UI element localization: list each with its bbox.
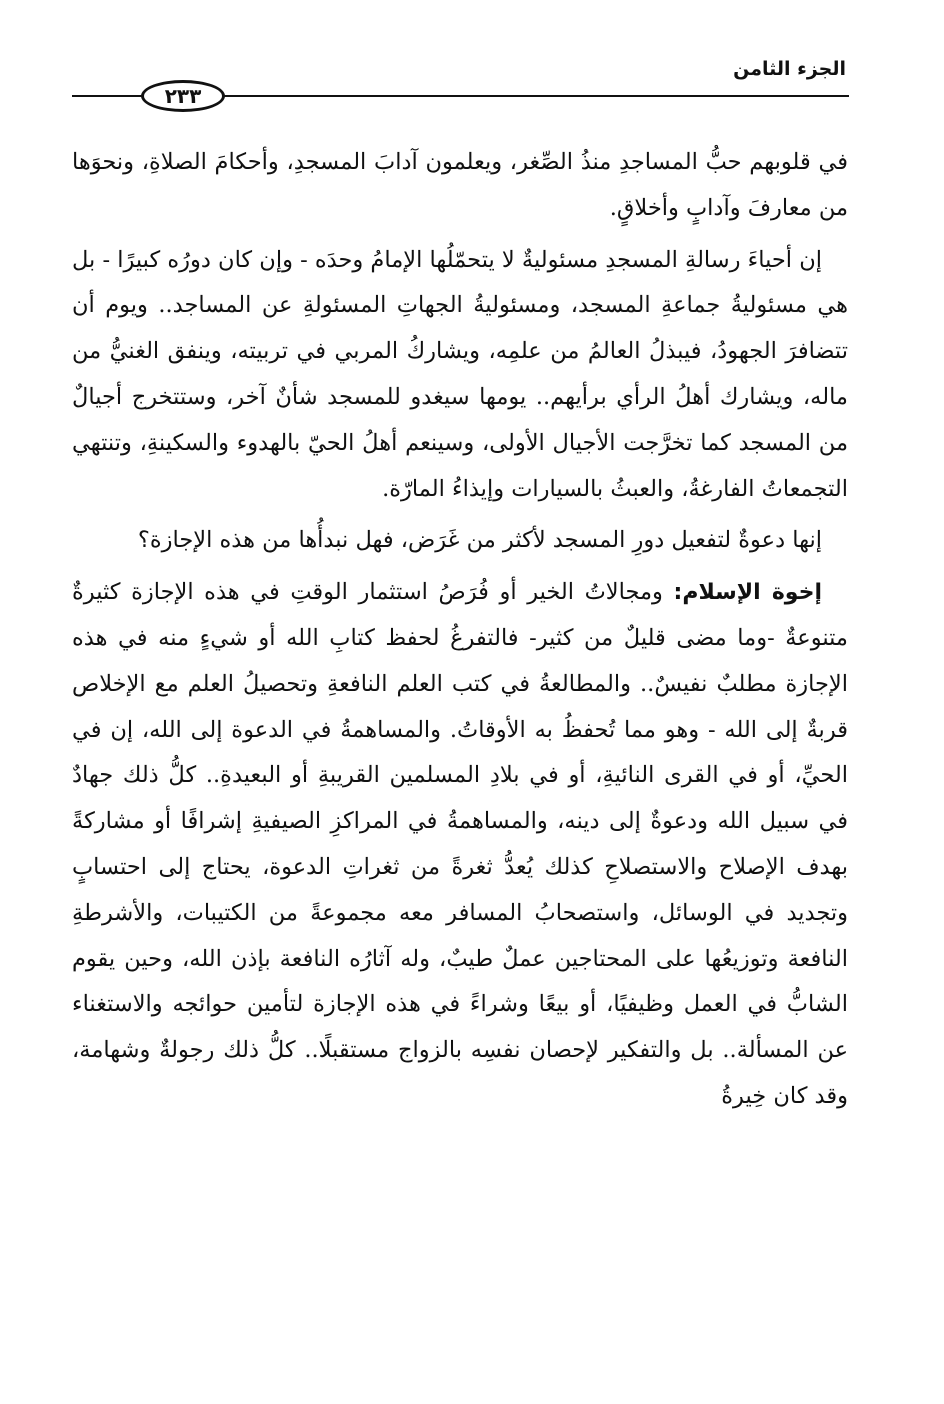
body-text xyxy=(72,140,848,1126)
paragraph-opportunities-text: ومجالاتُ الخير أو فُرَصُ استثمار الوقتِ في هذه الإجازة كثيرةٌ متنوعةٌ -وما مضى قليلٌ من كثير- فالتفرغُ لحفظ كتابِ الله أو شيءٍ منه في هذه الإجازة مطلبٌ نفيسٌ.. والمطالعةُ في كتب العلم النافعةِ وتحصيلُ العلم مع الإخلاص قربةٌ إلى الله - وهو مما تُحفظُ به الأوقاتُ. والمساهمةُ في الدعوة إلى الله، إن في الحيِّ، أو في القرى النائيةِ، أو في بلادِ المسلمين القريبةِ أو البعيدةِ.. كلُّ ذلك جهادٌ في سبيل الله ودعوةٌ إلى دينه، والمساهمةُ في المراكزِ الصيفيةِ إشرافًا أو مشاركةً بهدف الإصلاح والاستصلاحِ كذلك يُعدُّ ثغرةً من ثغراتِ الدعوة، يحتاج إلى احتسابٍ وتجديد في الوسائل، واستصحابُ المسافر معه مجموعةً من الكتيبات، والأشرطةِ النافعة وتوزيعُها على المحتاجين عملٌ طيبٌ، وله آثارُه النافعة بإذن الله، وحين يقوم الشابُّ في العمل وظيفيًا، أو بيعًا وشراءً في هذه الإجازة لتأمين حوائجه والاستغناء عن المسألة.. بل والتفكير لإحصان نفسِه بالزواج مستقبلًا.. كلُّ ذلك رجولةٌ وشهامة، وقد كان خِيرةُ xyxy=(72,579,848,1109)
paragraph-call: إنها دعوةٌ لتفعيل دورِ المسجد لأكثر من غَرَض، فهل نبدأُها من هذه الإجازة؟ xyxy=(137,527,822,554)
page-number-oval xyxy=(141,80,225,112)
running-header-title: الجزء الثامن xyxy=(733,58,846,80)
header-rule-right xyxy=(223,95,849,97)
lead-phrase: إخوة الإسلام: xyxy=(673,580,822,606)
paragraph-continued: في قلوبهم حبُّ المساجدِ منذُ الصِّغر، ويعلمون آدابَ المسجدِ، وأحكامَ الصلاةِ، ونحوَها من معارفَ وآدابٍ وأخلاقٍ. xyxy=(72,149,848,221)
header-rule-left xyxy=(72,95,146,97)
page-number: ٢٣٣ xyxy=(164,84,202,108)
paragraph-mosque-responsibility: إن أحياءَ رسالةِ المسجدِ مسئوليةٌ لا يتحمّلُها الإمامُ وحدَه - وإن كان دورُه كبيرًا - بل هي مسئوليةُ جماعةِ المسجد، ومسئوليةُ الجهاتِ المسئولةِ عن المساجد.. ويوم أن تتضافرَ الجهودُ، فيبذلُ العالمُ من علمِه، ويشاركُ المربي في تربيته، وينفق الغنيُّ من ماله، ويشارك أهلُ الرأي برأيهم.. يومها سيغدو للمسجد شأنٌ آخر، وستتخرج أجيالٌ من المسجد كما تخرَّجت الأجيال الأولى، وسينعم أهلُ الحيّ بالهدوء والسكينةِ، وتنتهي التجمعاتُ الفارغةُ، والعبثُ بالسيارات وإيذاءُ المارّة. xyxy=(72,246,848,502)
paragraph-opportunities xyxy=(72,570,848,1120)
